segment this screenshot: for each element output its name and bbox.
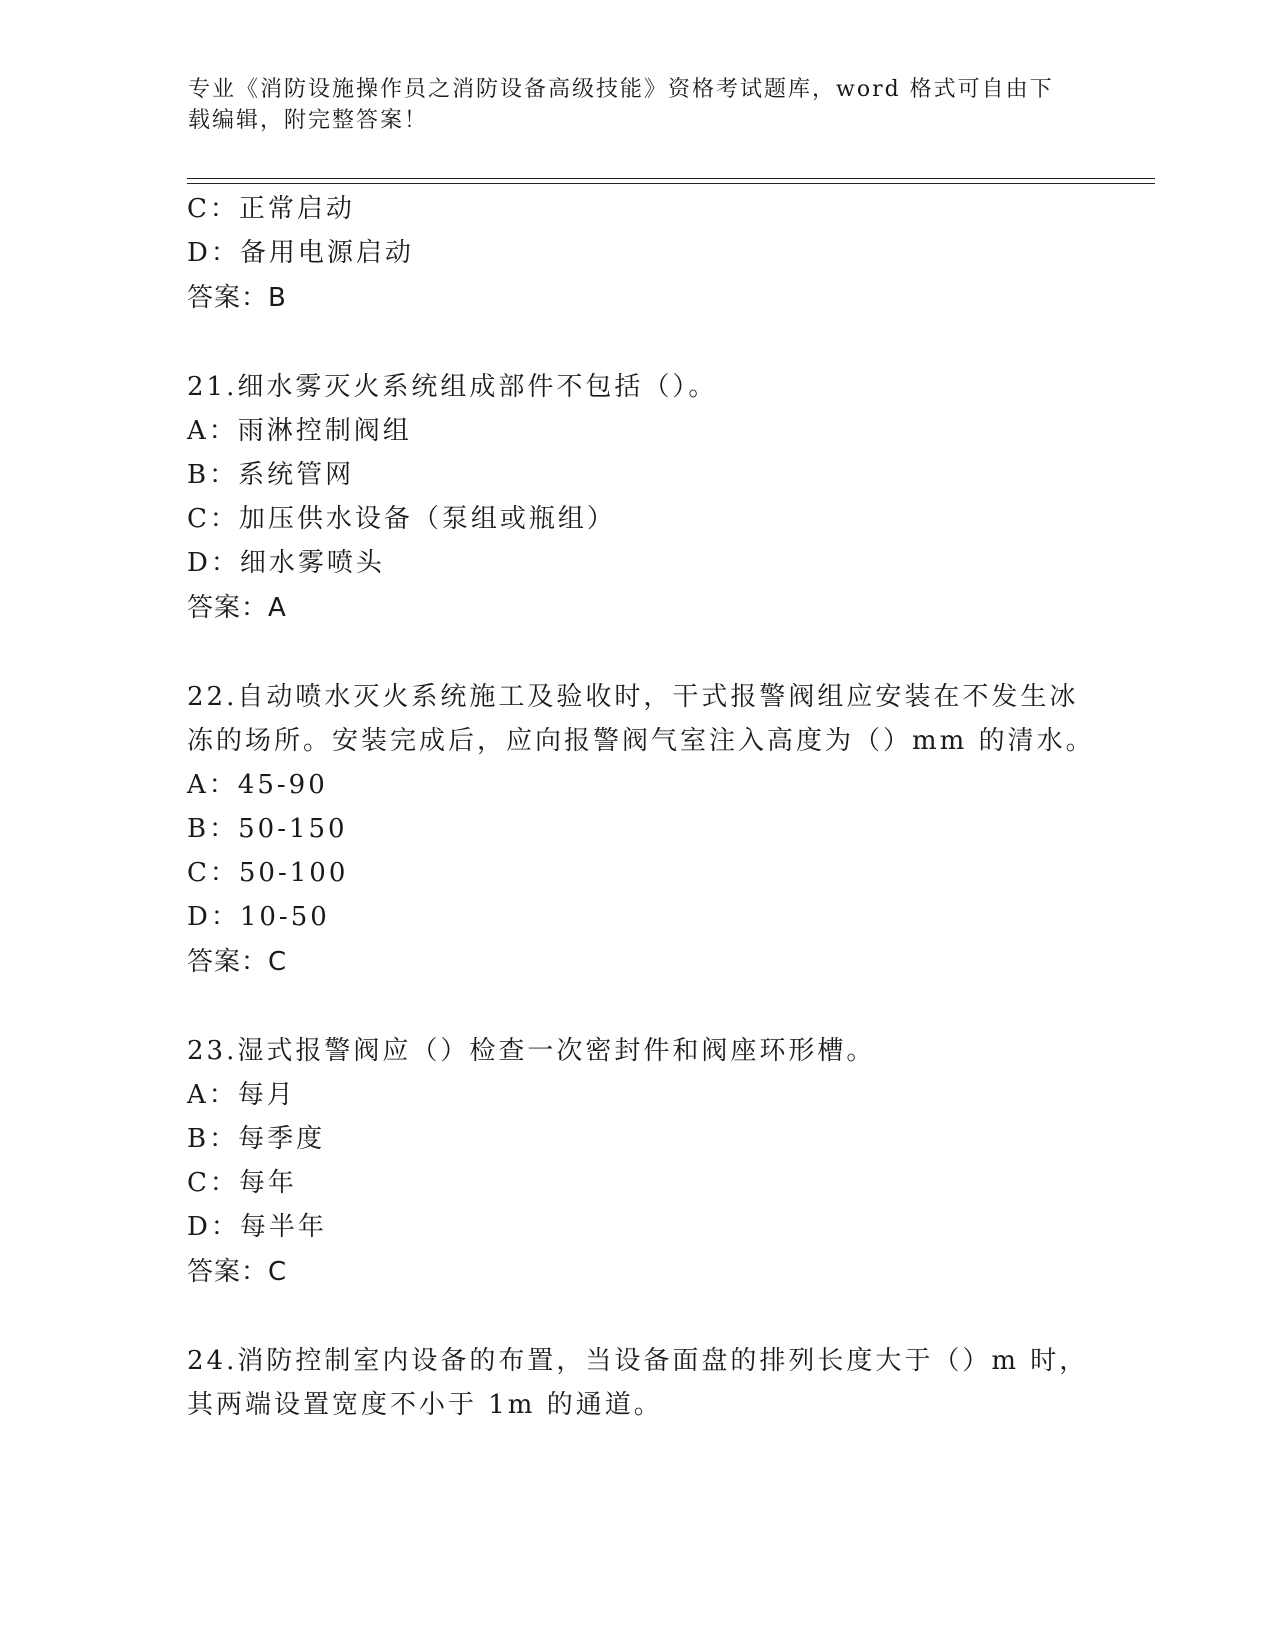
header-rule-bottom — [187, 183, 1155, 184]
answer: 答案：A — [187, 593, 287, 623]
option-c: C：50-100 — [187, 858, 349, 888]
header-rule-top — [187, 178, 1155, 179]
question-22-line-2: 冻的场所。安装完成后，应向报警阀气室注入高度为（）mm 的清水。 — [187, 726, 1095, 756]
question-24-line-2: 其两端设置宽度不小于 1m 的通道。 — [187, 1390, 663, 1420]
question-24-line-1: 24.消防控制室内设备的布置，当设备面盘的排列长度大于（）m 时， — [187, 1346, 1089, 1376]
header-line-1: 专业《消防设施操作员之消防设备高级技能》资格考试题库，word 格式可自由下 — [188, 77, 1054, 102]
answer: 答案：B — [187, 283, 287, 313]
option-d: D：每半年 — [187, 1212, 327, 1242]
option-b: B：50-150 — [187, 814, 348, 844]
document-header — [188, 74, 1078, 136]
option-c: C：每年 — [187, 1168, 297, 1198]
question-21: 21.细水雾灭火系统组成部件不包括（）。 — [187, 372, 718, 402]
option-d: D：备用电源启动 — [187, 238, 414, 268]
option-a: A：每月 — [187, 1080, 296, 1110]
question-23: 23.湿式报警阀应（）检查一次密封件和阀座环形槽。 — [187, 1036, 876, 1066]
option-c: C：正常启动 — [187, 194, 355, 224]
option-a: A：雨淋控制阀组 — [187, 416, 412, 446]
question-22-line-1: 22.自动喷水灭火系统施工及验收时，干式报警阀组应安装在不发生冰 — [187, 682, 1079, 712]
option-b: B：系统管网 — [187, 460, 355, 490]
option-d: D：10-50 — [187, 902, 330, 932]
option-d: D：细水雾喷头 — [187, 548, 385, 578]
answer: 答案：C — [187, 947, 288, 977]
header-line-2: 载编辑，附完整答案！ — [188, 108, 429, 133]
option-c: C：加压供水设备（泵组或瓶组） — [187, 504, 616, 534]
option-b: B：每季度 — [187, 1124, 326, 1154]
answer: 答案：C — [187, 1257, 288, 1287]
option-a: A：45-90 — [187, 770, 328, 800]
